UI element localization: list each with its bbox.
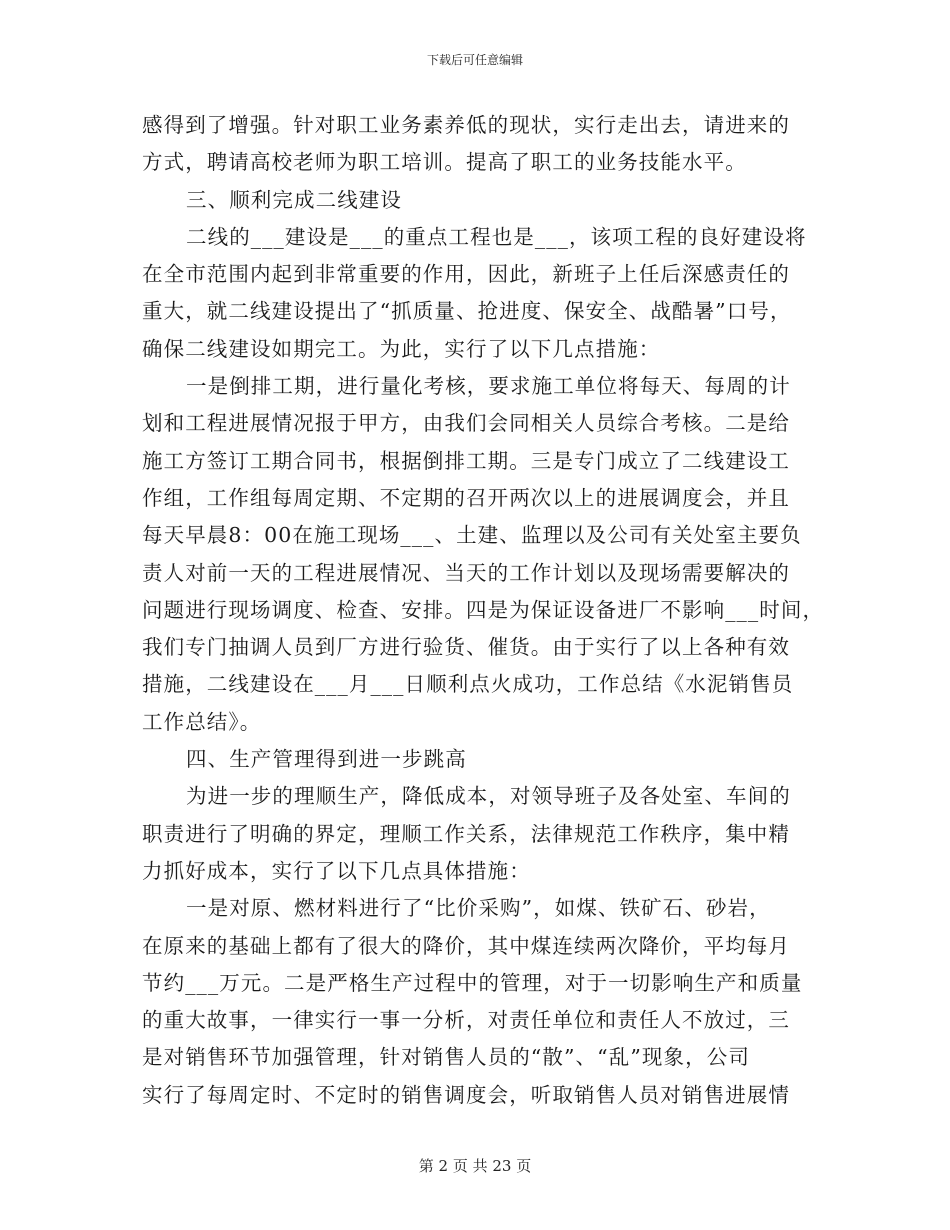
text-line: 节约___万元。二是严格生产过程中的管理，对于一切影响生产和质量	[142, 970, 803, 995]
text-line: 问题进行现场调度、检查、安排。四是为保证设备进厂不影响___时间，	[142, 597, 825, 622]
section-heading: 四、生产管理得到进一步跳高	[186, 747, 467, 772]
text-line: 在全市范围内起到非常重要的作用，因此，新班子上任后深感责任的	[142, 262, 790, 287]
text-line: 措施，二线建设在___月___日顺利点火成功，工作总结《水泥销售员	[142, 672, 794, 697]
paragraph-start: 一是对原、燃材料进行了“比价采购”，如煤、铁矿石、砂岩，	[186, 896, 771, 921]
text-line: 是对销售环节加强管理，针对销售人员的“散”、“乱”现象，公司	[142, 1045, 750, 1070]
text-line: 在原来的基础上都有了很大的降价，其中煤连续两次降价，平均每月	[142, 933, 790, 958]
paragraph-start: 一是倒排工期，进行量化考核，要求施工单位将每天、每周的计	[186, 374, 791, 399]
text-line: 每天早晨8：00在施工现场___、土建、监理以及公司有关处室主要负	[142, 523, 802, 548]
paragraph-start: 为进一步的理顺生产，降低成本，对领导班子及各处室、车间的	[186, 784, 791, 809]
page-number: 第 2 页 共 23 页	[418, 1157, 532, 1175]
text-line: 作组，工作组每周定期、不定期的召开两次以上的进展调度会，并且	[142, 485, 790, 510]
text-line: 责人对前一天的工程进展情况、当天的工作计划以及现场需要解决的	[142, 560, 790, 585]
text-line: 方式，聘请高校老师为职工培训。提高了职工的业务技能水平。	[142, 150, 747, 175]
text-line: 划和工程进展情况报于甲方，由我们会同相关人员综合考核。二是给	[142, 411, 790, 436]
document-body	[142, 107, 825, 1114]
section-heading: 三、顺利完成二线建设	[186, 187, 402, 212]
page-header	[0, 52, 950, 68]
header-text: 下载后可任意编辑	[426, 53, 523, 67]
text-line: 力抓好成本，实行了以下几点具体措施：	[142, 858, 531, 883]
page-footer	[0, 1157, 950, 1175]
text-line: 我们专门抽调人员到厂方进行验货、催货。由于实行了以上各种有效	[142, 635, 790, 660]
text-line: 感得到了增强。针对职工业务素养低的现状，实行走出去，请进来的	[142, 113, 790, 137]
text-line: 重大，就二线建设提出了“抓质量、抢进度、保安全、战酷暑”口号，	[142, 299, 792, 324]
text-line: 职责进行了明确的界定，理顺工作关系，法律规范工作秩序，集中精	[142, 821, 790, 846]
text-line: 确保二线建设如期完工。为此，实行了以下几点措施：	[142, 336, 661, 361]
text-line: 施工方签订工期合同书，根据倒排工期。三是专门成立了二线建设工	[142, 448, 790, 473]
text-line: 的重大故事，一律实行一事一分析，对责任单位和责任人不放过，三	[142, 1008, 790, 1033]
paragraph-start: 二线的___建设是___的重点工程也是___，该项工程的良好建设将	[186, 224, 807, 249]
text-line: 实行了每周定时、不定时的销售调度会，听取销售人员对销售进展情	[142, 1082, 790, 1107]
text-line: 工作总结》。	[142, 709, 262, 734]
